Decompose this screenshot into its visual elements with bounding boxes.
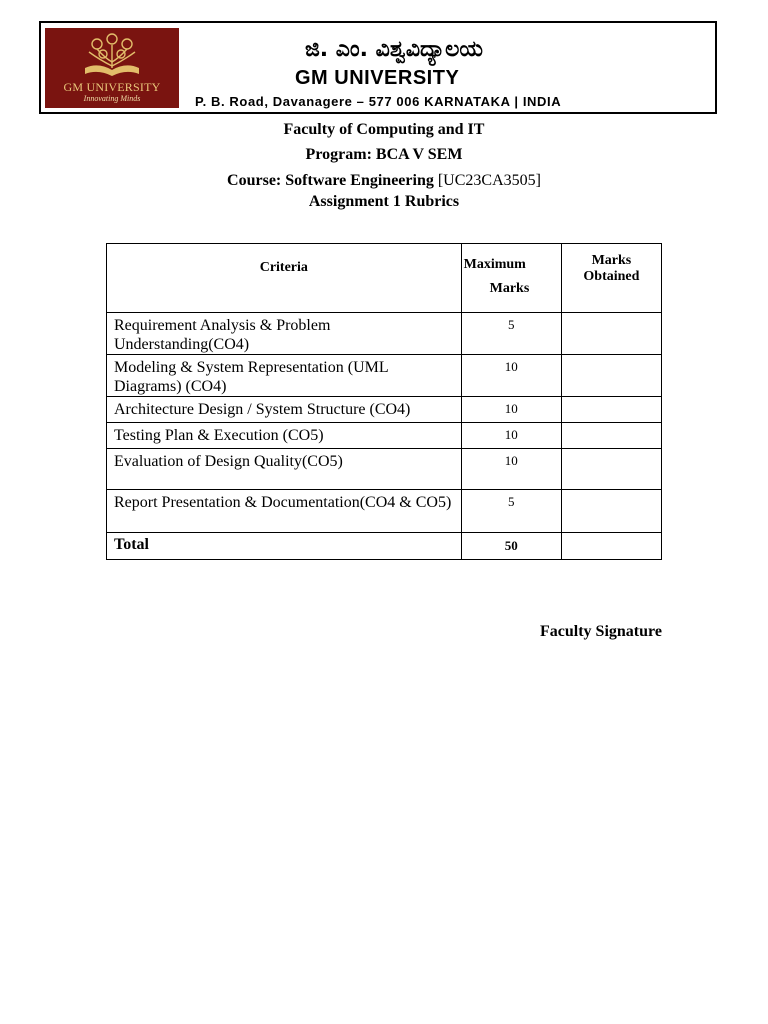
table-row xyxy=(107,490,662,533)
program-title: Program: BCA V SEM xyxy=(305,146,463,163)
total-row xyxy=(107,533,662,560)
maximum-marks-header-line1: Maximum xyxy=(463,257,526,272)
marks-obtained-header-line2: Obtained xyxy=(583,269,640,284)
marks-obtained-header xyxy=(561,244,661,313)
maximum-marks-cell: 10 xyxy=(461,355,561,397)
assignment-title: Assignment 1 Rubrics xyxy=(308,193,460,210)
total-value: 50 xyxy=(461,533,561,560)
maximum-marks-cell: 10 xyxy=(461,423,561,449)
criteria-cell: Architecture Design / System Structure (CO4) xyxy=(107,397,462,423)
table-row xyxy=(107,449,662,490)
marks-obtained-cell[interactable] xyxy=(561,397,661,423)
logo-university-name: GM UNIVERSITY xyxy=(63,80,161,94)
table-row xyxy=(107,313,662,355)
rubric-table xyxy=(106,243,662,560)
marks-obtained-cell[interactable] xyxy=(561,313,661,355)
maximum-marks-cell: 5 xyxy=(461,313,561,355)
criteria-header: Criteria xyxy=(107,244,462,313)
university-logo xyxy=(45,28,179,108)
total-label: Total xyxy=(107,533,462,560)
criteria-cell: Requirement Analysis & Problem Understanding(CO4) xyxy=(107,313,462,355)
university-name-kannada: ಜಿ. ಎಂ. ವಿಶ್ವವಿದ್ಯಾಲಯ xyxy=(305,37,483,62)
marks-obtained-cell[interactable] xyxy=(561,449,661,490)
marks-obtained-cell[interactable] xyxy=(561,355,661,397)
maximum-marks-header-line2: Marks xyxy=(489,281,530,296)
table-row xyxy=(107,397,662,423)
logo-tagline: Innovating Minds xyxy=(83,94,141,103)
university-address: P. B. Road, Davanagere – 577 006 KARNATAKA | INDIA xyxy=(195,94,562,109)
university-header xyxy=(39,21,717,114)
marks-obtained-header-line1: Marks xyxy=(591,253,632,268)
criteria-cell: Evaluation of Design Quality(CO5) xyxy=(107,449,462,490)
total-obtained-cell[interactable] xyxy=(561,533,661,560)
course-code: [UC23CA3505] xyxy=(437,172,541,189)
faculty-title: Faculty of Computing and IT xyxy=(283,121,485,138)
marks-obtained-cell[interactable] xyxy=(561,490,661,533)
course-title xyxy=(0,172,768,190)
maximum-marks-cell: 10 xyxy=(461,397,561,423)
table-row xyxy=(107,423,662,449)
table-row xyxy=(107,355,662,397)
maximum-marks-cell: 5 xyxy=(461,490,561,533)
maximum-marks-header xyxy=(461,244,561,313)
faculty-signature-label: Faculty Signature xyxy=(540,623,662,640)
course-label: Course: Software Engineering xyxy=(227,172,434,189)
criteria-cell: Report Presentation & Documentation(CO4 & CO5) xyxy=(107,490,462,533)
university-name-english: GM UNIVERSITY xyxy=(295,67,460,89)
maximum-marks-cell: 10 xyxy=(461,449,561,490)
table-header-row xyxy=(107,244,662,313)
criteria-cell: Testing Plan & Execution (CO5) xyxy=(107,423,462,449)
marks-obtained-cell[interactable] xyxy=(561,423,661,449)
criteria-cell: Modeling & System Representation (UML Diagrams) (CO4) xyxy=(107,355,462,397)
